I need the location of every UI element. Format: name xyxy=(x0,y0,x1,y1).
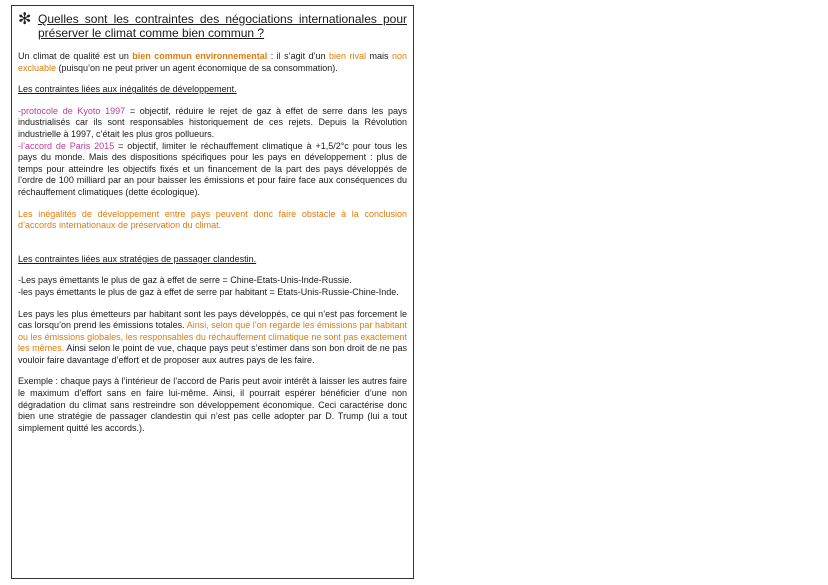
emitters-text-a: Les pays les plus émetteurs par habitant sont les pays développés, ce qui n’est pas forcement le cas lorsqu’on prend les émissions totales. xyxy=(18,308,407,331)
intro-paragraph xyxy=(18,51,407,74)
emitters-per-capita-line: -les pays émettants le plus de gaz à effet de serre par habitant = Etats-Unis-Russie-Chine-Inde. xyxy=(18,286,399,297)
page-title: Quelles sont les contraintes des négociations internationales pour préserver le climat comme bien commun ? xyxy=(38,12,407,40)
intro-text-5: mais xyxy=(366,51,392,61)
emitters-highlight: Ainsi, selon que l’on regarde les émissions par habitant ou les émissions globales, les responsables du réchauffement climatique ne sont pas exactement les mêmes. xyxy=(18,320,407,354)
intro-text-3: : il s’agit d’un xyxy=(267,51,330,61)
kyoto-paragraph xyxy=(18,106,407,141)
section2-heading: Les contraintes liées aux stratégies de passager clandestin. xyxy=(18,253,257,264)
kyoto-text: = objectif, réduire le rejet de gaz à effet de serre dans les pays industrialisés car ils sont responsables historiquement de ces rejets. Depuis la Révolution industrielle à 1997, c’était les plus gros pollueurs. xyxy=(18,105,407,139)
term-bien-commun: bien commun environnemental xyxy=(132,51,268,61)
emitters-paragraph xyxy=(18,309,407,367)
document-page xyxy=(11,5,414,579)
intro-text-7: (puisqu’on ne peut priver un agent économique de sa consommation). xyxy=(56,62,338,73)
paris-text: = objectif, limiter le réchauffement climatique à +1,5/2°c pour tous les pays du monde. Mais des dispositions spécifiques pour les pays en développement : plus de temps pour atteindre les objectifs fixés et un financement de la part des pays développés de l’ordre de 100 milliard par an pour baisser les émissions et pour faire face aux conséquences du réchauffement climatiques (dette écologique). xyxy=(18,140,407,197)
section1-heading: Les contraintes liées aux inégalités de développement. xyxy=(18,84,237,95)
emitters-text-c: Ainsi selon le point de vue, chaque pays peut s’estimer dans son bon droit de ne pas vouloir faire davantage d’effort et de proposer aux autres pays de les faire. xyxy=(18,343,407,365)
paris-label: -l’accord de Paris 2015 xyxy=(18,140,115,151)
paris-paragraph xyxy=(18,141,407,199)
section1-conclusion: Les inégalités de développement entre pays peuvent donc faire obstacle à la conclusion d’accords internationaux de préservation du climat. xyxy=(18,208,407,231)
title-row xyxy=(18,12,407,40)
asterisk-icon: ✻ xyxy=(18,11,32,28)
term-bien-rival: bien rival xyxy=(329,51,367,61)
emitters-total-line: -Les pays émettants le plus de gaz à effet de serre = Chine-Etats-Unis-Inde-Russie. xyxy=(18,275,352,286)
term-non-excluable: non excluable xyxy=(18,51,407,73)
kyoto-label: -protocole de Kyoto 1997 xyxy=(18,105,126,116)
intro-text-1: Un climat de qualité est un xyxy=(18,51,133,61)
example-paragraph: Exemple : chaque pays à l’intérieur de l’accord de Paris peut avoir intérêt à laisser les autres faire le maximum d’effort sans en faire lui-même. Ainsi, il pourrait espérer bénéficier d’une non dégradation du climat sans restreindre son développement économique. Ceci caractérise donc bien une stratégie de passager clandestin qui n’est pas celle adopter par D. Trump (lui a tout simplement quitté les accords.). xyxy=(18,376,407,433)
